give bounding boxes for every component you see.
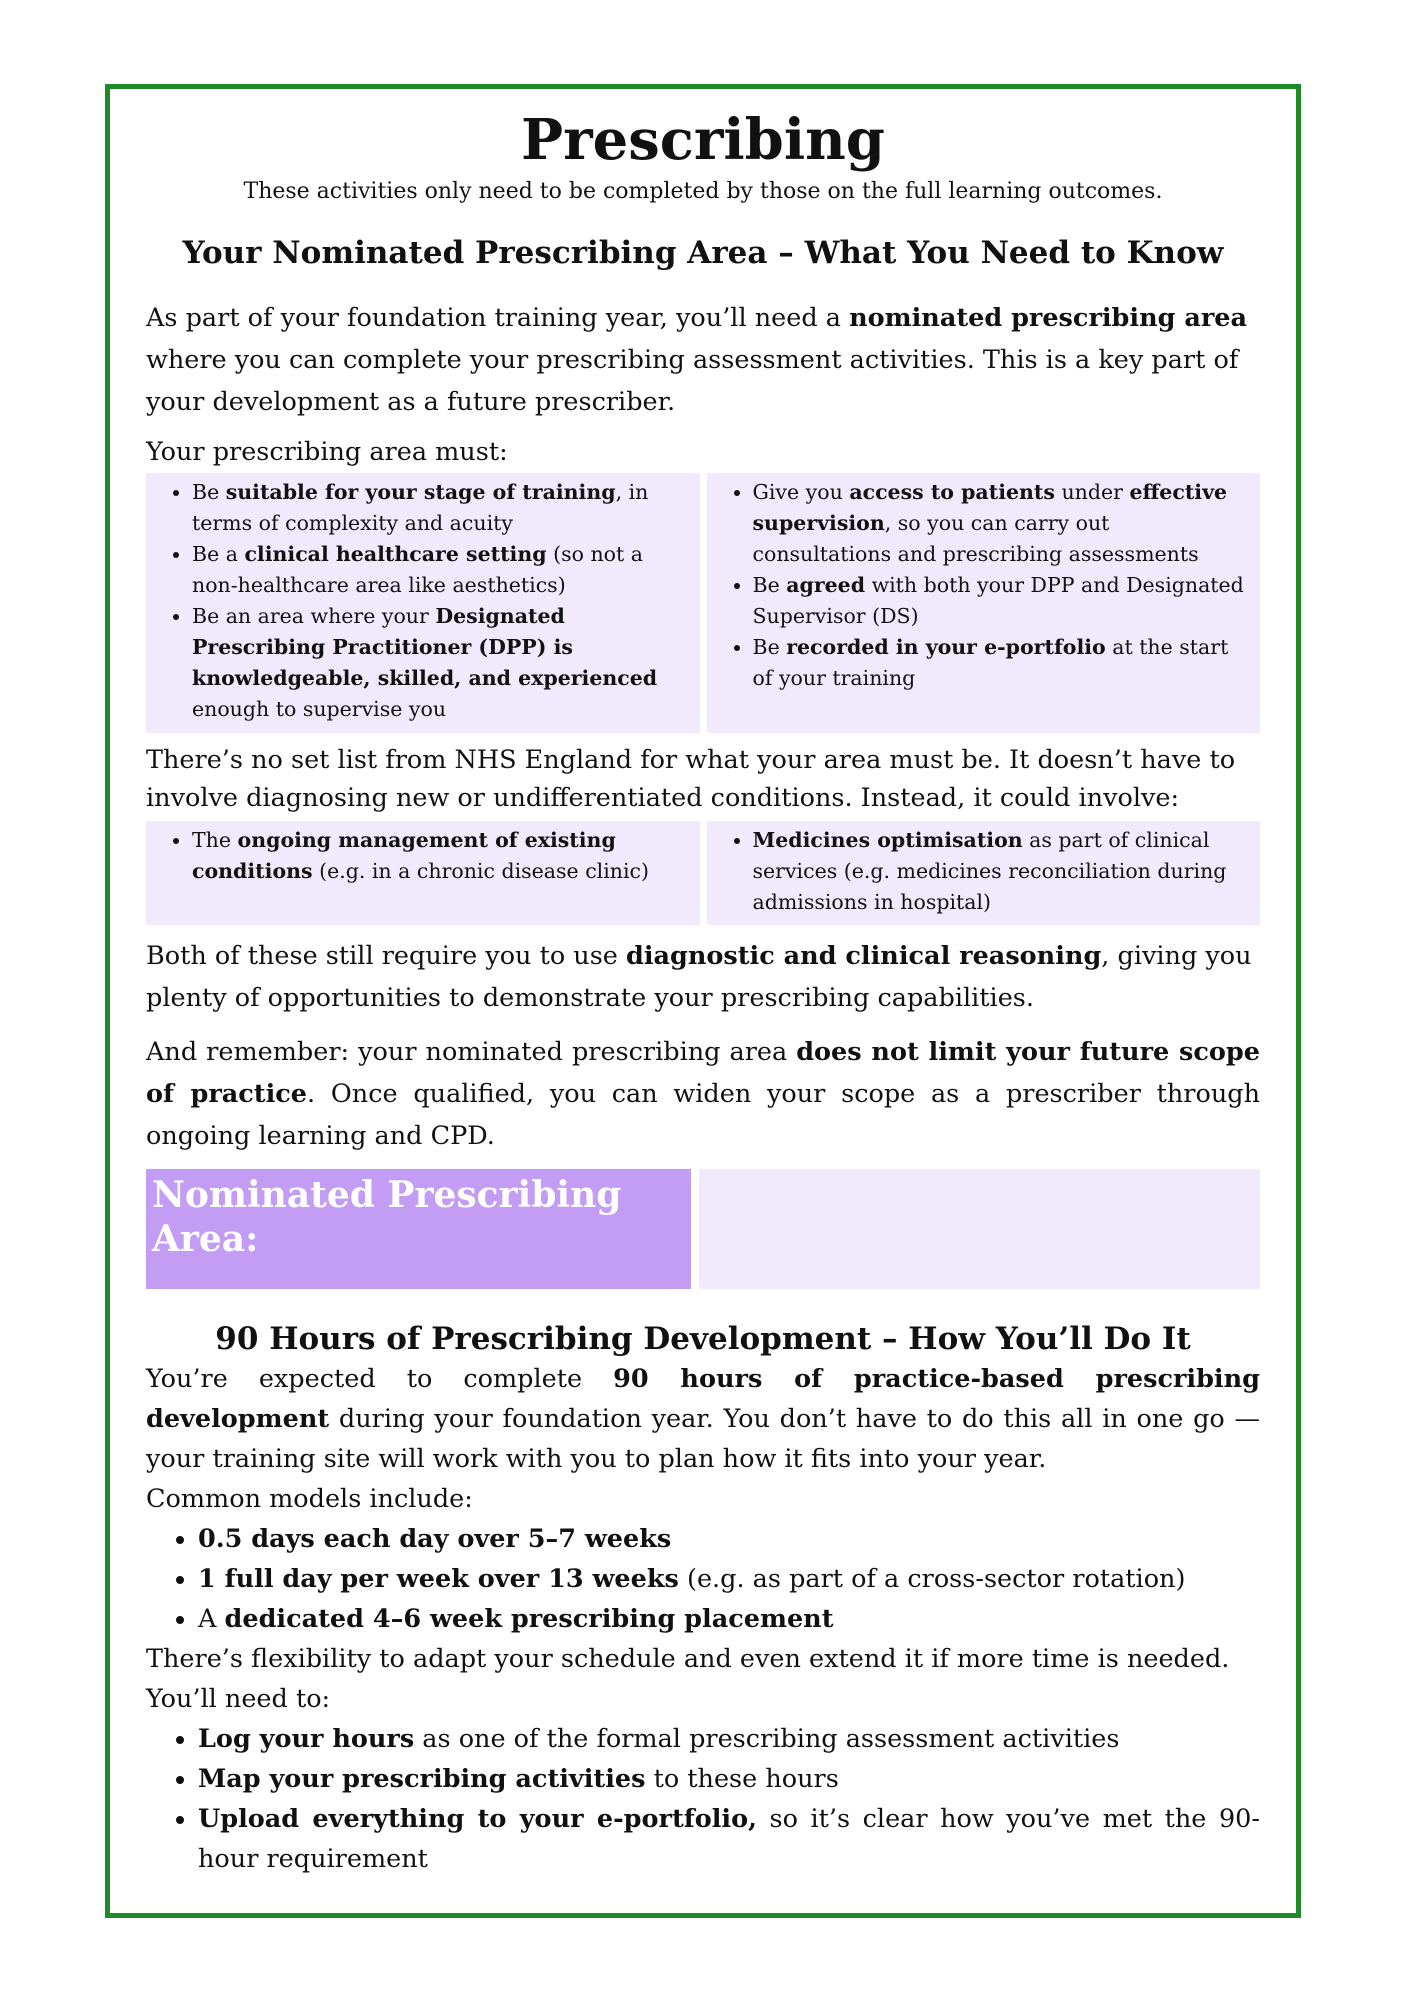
page-border [105,84,1301,1918]
list-item: • Be agreed with both your DPP and Designated Supervisor (DS) [753,570,1251,632]
involve-box-left [146,821,700,925]
needs-list [146,1719,1260,1879]
list-item: • A dedicated 4–6 week prescribing placement [198,1599,1260,1639]
nominated-area-input[interactable] [699,1169,1260,1289]
list-item: • 0.5 days each day over 5–7 weeks [198,1519,1260,1559]
list-item: • Map your prescribing activities to these hours [198,1759,1260,1799]
list-item: • 1 full day per week over 13 weeks (e.g. as part of a cross-sector rotation) [198,1559,1260,1599]
list-item: • Be recorded in your e-portfolio at the start of your training [753,632,1251,694]
list-item: • Log your hours as one of the formal prescribing assessment activities [198,1719,1260,1759]
intro-paragraph: As part of your foundation training year, you’ll need a nominated prescribing area where you can complete your prescribing assessment activities. This is a key part of your development as a future prescriber. [146,303,1248,417]
list-item: • Give you access to patients under effective supervision, so you can carry out consultations and prescribing assessments [753,477,1251,570]
page-content [146,89,1260,1879]
nominated-area-field-row [146,1169,1260,1289]
involve-boxes [146,821,1260,925]
list-item: • Upload everything to your e-portfolio, so it’s clear how you’ve met the 90-hour requirement [198,1799,1260,1879]
list-item: • Be an area where your Designated Prescribing Practitioner (DPP) is knowledgeable, skilled, and experienced enough to supervise you [192,601,690,725]
list-item: • Be suitable for your stage of training, in terms of complexity and acuity [192,477,690,539]
page-title: Prescribing [521,107,885,173]
section-heading-nominated-area: Your Nominated Prescribing Area – What You Need to Know [182,235,1224,271]
list-item: • The ongoing management of existing conditions (e.g. in a chronic disease clinic) [192,825,690,887]
page-subtitle: These activities only need to be completed by those on the full learning outcomes. [243,179,1163,204]
no-set-list-paragraph: There’s no set list from NHS England for what your area must be. It doesn’t have to involve diagnosing new or undifferentiated conditions. Instead, it could involve: [146,745,1236,813]
requirements-boxes [146,473,1260,733]
list-item: • Be a clinical healthcare setting (so not a non-healthcare area like aesthetics) [192,539,690,601]
nominated-area-label: Nominated Prescribing Area: [146,1169,691,1289]
flexibility-paragraph: There’s flexibility to adapt your schedule and even extend it if more time is needed. [146,1644,1230,1674]
remember-paragraph: And remember: your nominated prescribing area does not limit your future scope of practice. Once qualified, you can widen your scope as a prescriber through ongoing learning and CPD. [146,1037,1261,1151]
expected-paragraph: You’re expected to complete 90 hours of practice-based prescribing development during your foundation year. You don’t have to do this all in one go — your training site will work with you to plan how it fits into your year. [146,1364,1260,1474]
must-label: Your prescribing area must: [146,437,508,467]
models-list [146,1519,1260,1639]
section-heading-90-hours: 90 Hours of Prescribing Development – How You’ll Do It [215,1321,1191,1357]
need-label: You’ll need to: [146,1684,331,1714]
requirements-box-left [146,473,700,733]
requirements-box-right [707,473,1261,733]
reasoning-paragraph: Both of these still require you to use diagnostic and clinical reasoning, giving you plenty of opportunities to demonstrate your prescribing capabilities. [146,941,1252,1013]
models-label: Common models include: [146,1484,473,1514]
involve-box-right [707,821,1261,925]
list-item: • Medicines optimisation as part of clinical services (e.g. medicines reconciliation during admissions in hospital) [753,825,1251,918]
